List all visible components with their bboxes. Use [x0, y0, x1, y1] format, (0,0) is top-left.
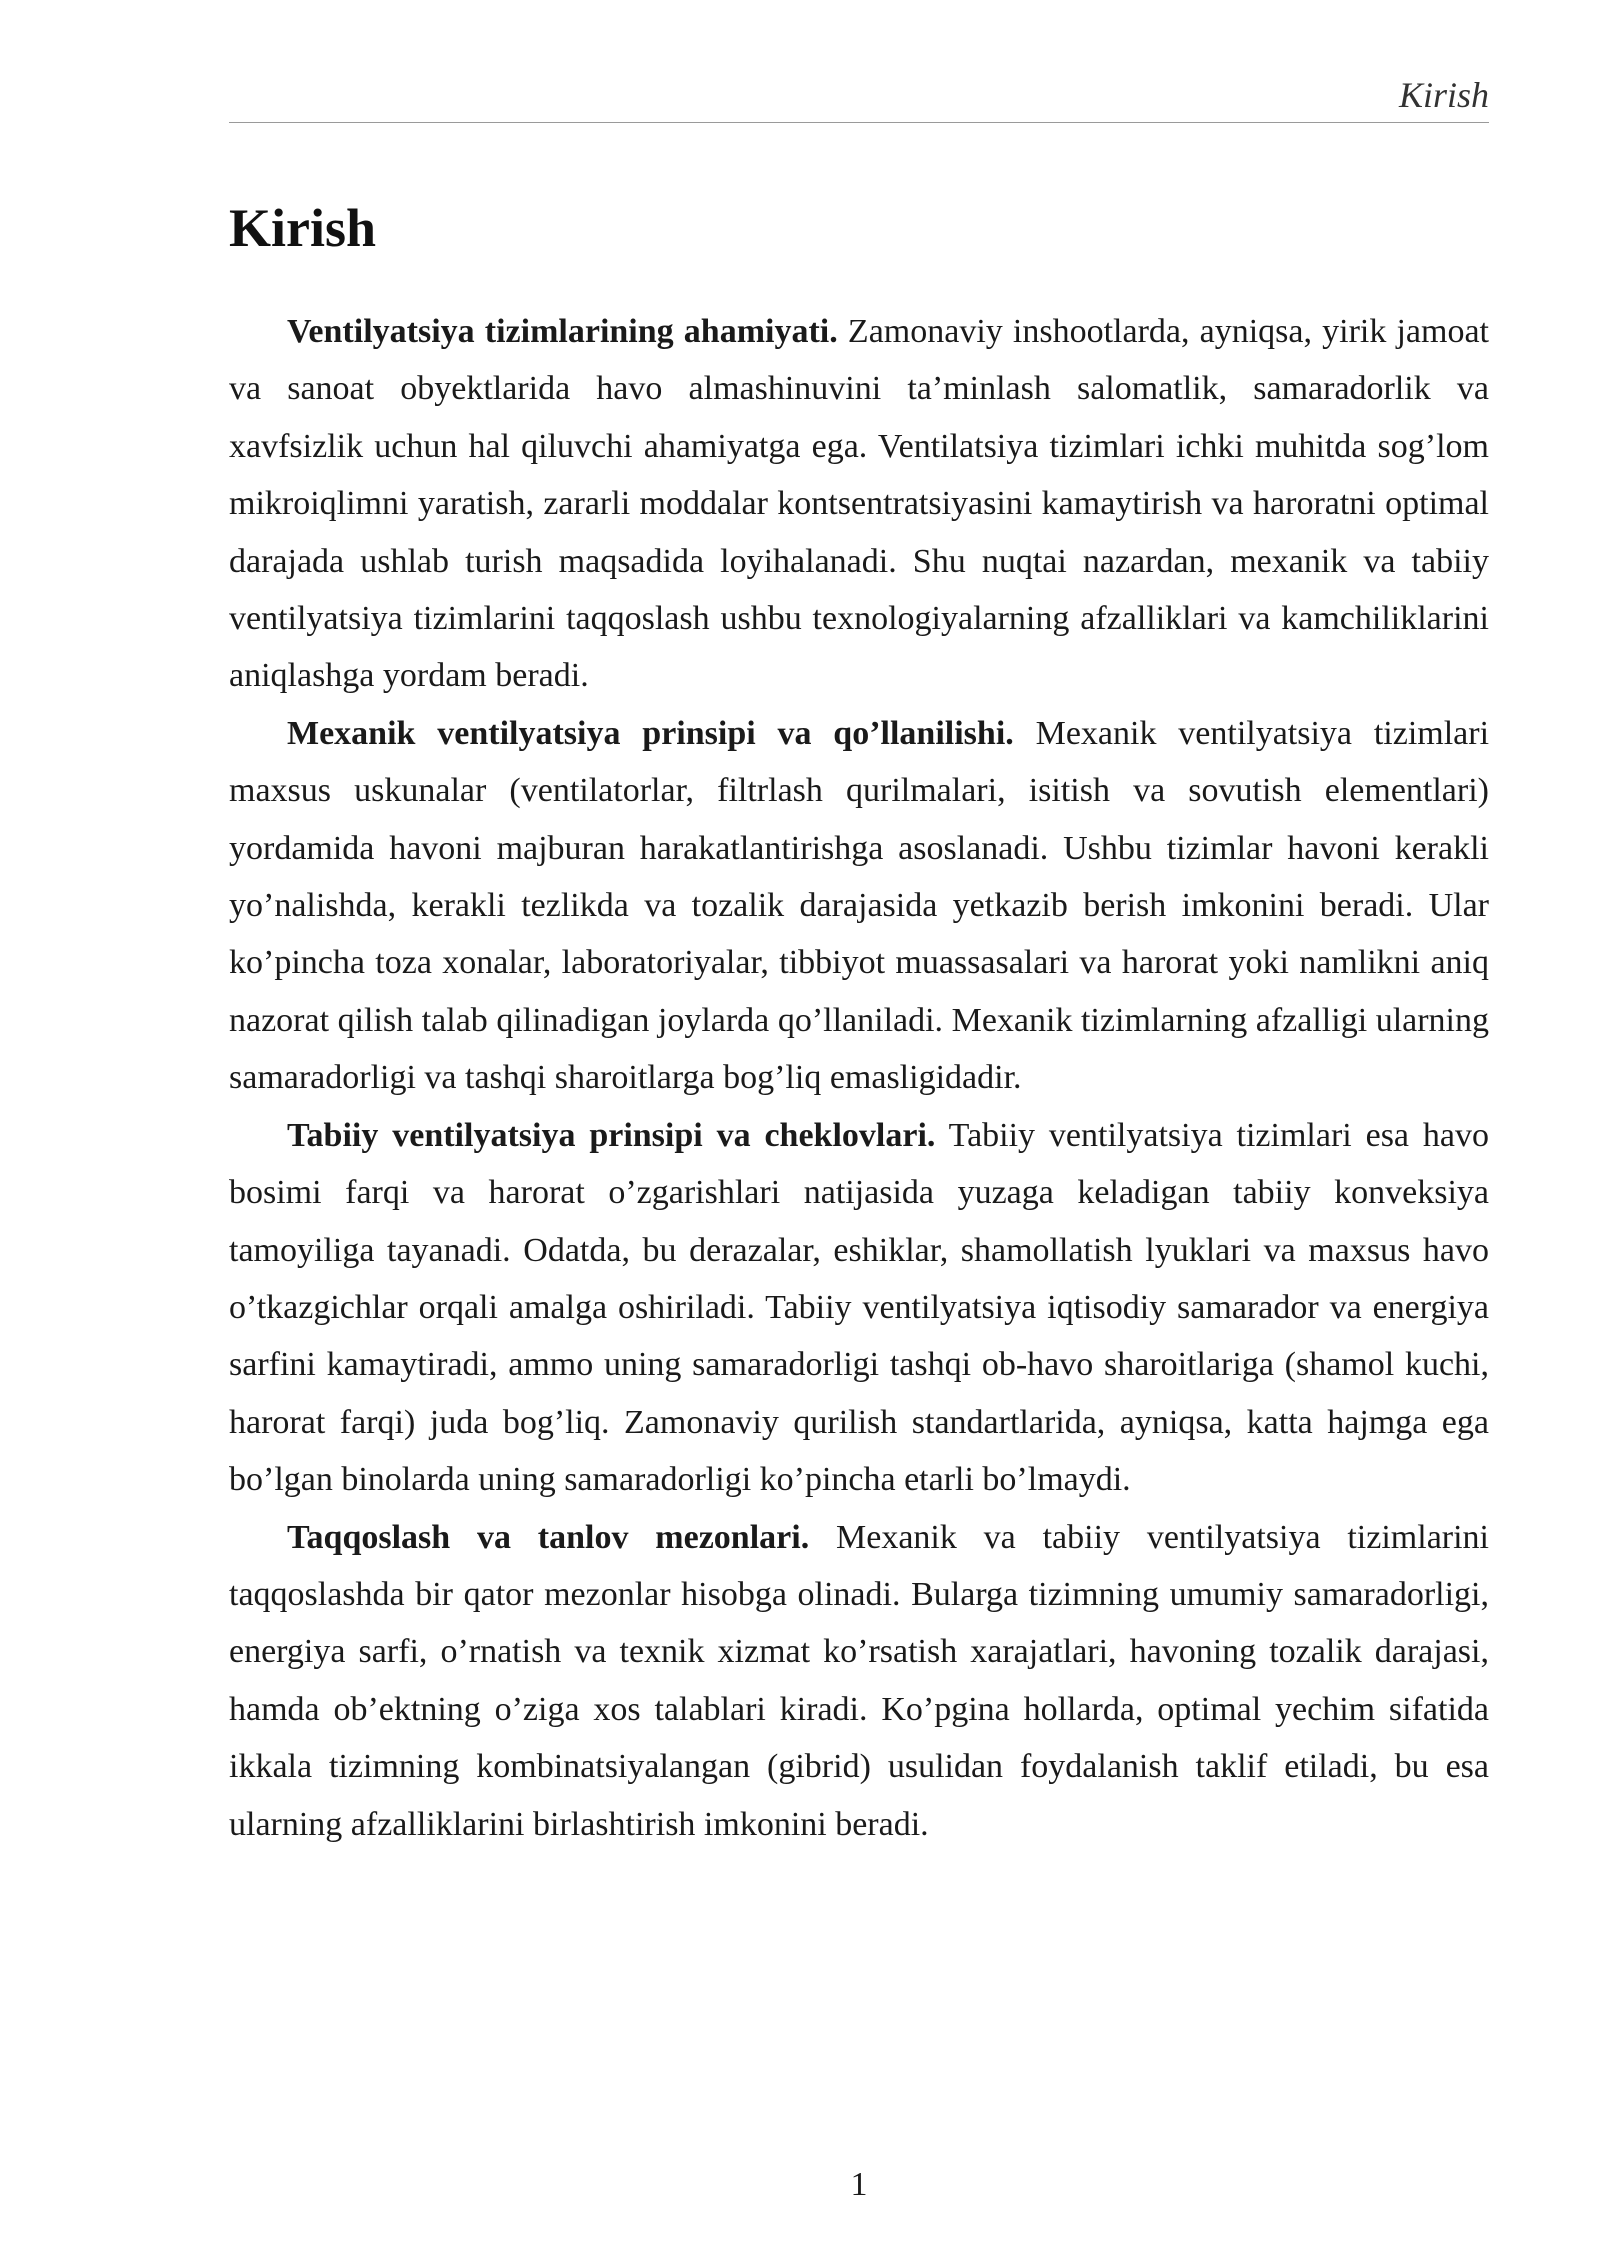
running-header-title: Kirish	[1398, 75, 1489, 115]
paragraph-text: Mexanik ventilyatsiya tizimlari maxsus uskunalar (ventilatorlar, filtrlash qurilmalari, isitish va sovutish elementlari) yordamida havoni majburan harakatlantirishga asoslanadi. Ushbu tizimlar havoni kerakli yo’nalishda, kerakli tezlikda va tozalik darajasida yetkazib berish imkonini beradi. Ular ko’pincha toza xonalar, laboratoriyalar, tibbiyot muassasalari va harorat yoki namlikni aniq nazorat qilish talab qilinadigan joylarda qo’llaniladi. Mexanik tizimlarning afzalligi ularning samaradorligi va tashqi sharoitlarga bog’liq emasligidadir.	[229, 714, 1490, 1097]
paragraph-natural	[229, 1107, 1489, 1509]
paragraph-heading: Ventilyatsiya tizimlarining ahamiyati.	[287, 313, 838, 350]
paragraph-heading: Taqqoslash va tanlov mezonlari.	[287, 1518, 810, 1556]
paragraph-importance	[229, 303, 1489, 705]
paragraph-text: Tabiiy ventilyatsiya tizimlari esa havo bosimi farqi va harorat o’zgarishlari natijasida yuzaga keladigan tabiiy konveksiya tamoyiliga tayanadi. Odatda, bu derazalar, eshiklar, shamollatish lyuklari va maxsus havo o’tkazgichlar orqali amalga oshiriladi. Tabiiy ventilyatsiya iqtisodiy samarador va energiya sarfini kamaytiradi, ammo uning samaradorligi tashqi ob-havo sharoitlariga (shamol kuchi, harorat farqi) juda bog’liq. Zamonaviy qurilish standartlarida, ayniqsa, katta hajmga ega bo’lgan binolarda uning samaradorligi ko’pincha etarli bo’lmaydi.	[229, 1116, 1489, 1499]
paragraph-text: Zamonaviy inshootlarda, ayniqsa, yirik jamoat va sanoat obyektlarida havo almashinuvini ta’minlash salomatlik, samaradorlik va xavfsizlik uchun hal qiluvchi ahamiyatga ega. Ventilatsiya tizimlari ichki muhitda sog’lom mikroiqlimni yaratish, zararli moddalar kontsentratsiyasini kamaytirish va haroratni optimal darajada ushlab turish maqsadida loyihalanadi. Shu nuqtai nazardan, mexanik va tabiiy ventilyatsiya tizimlarini taqqoslash ushbu texnologiyalarning afzalliklari va kamchiliklarini aniqlashga yordam beradi.	[229, 313, 1490, 695]
body-text	[229, 303, 1489, 1853]
paragraph-heading: Mexanik ventilyatsiya prinsipi va qo’llanilishi.	[287, 714, 1014, 752]
paragraph-mechanical	[229, 705, 1489, 1107]
paragraph-text: Mexanik va tabiiy ventilyatsiya tizimlarini taqqoslashda bir qator mezonlar hisobga olinadi. Bularga tizimning umumiy samaradorligi, energiya sarfi, o’rnatish va texnik xizmat ko’rsatish xarajatlari, havoning tozalik darajasi, hamda ob’ektning o’ziga xos talablari kiradi. Ko’pgina hollarda, optimal yechim sifatida ikkala tizimning kombinatsiyalangan (gibrid) usulidan foydalanish taklif etiladi, bu esa ularning afzalliklarini birlashtirish imkonini beradi.	[229, 1518, 1489, 1843]
running-header	[229, 72, 1489, 123]
page-number: 1	[850, 2166, 868, 2203]
paragraph-heading: Tabiiy ventilyatsiya prinsipi va cheklovlari.	[287, 1116, 936, 1154]
paragraph-comparison	[229, 1509, 1489, 1853]
chapter-title: Kirish	[229, 198, 377, 258]
